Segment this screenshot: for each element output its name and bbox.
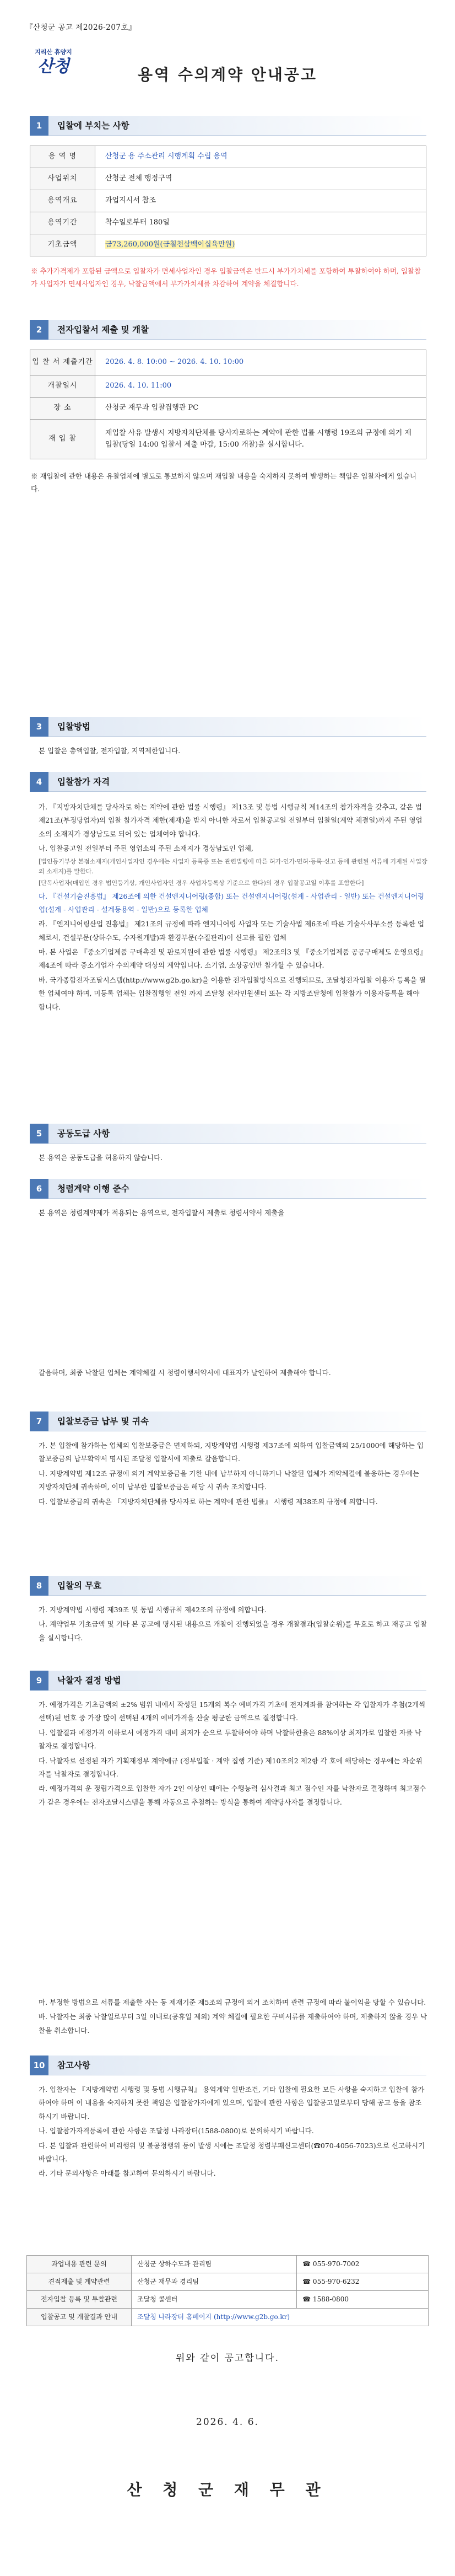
award-list-b: [39, 1996, 427, 2038]
rebid-note: ※ 재입찰에 관한 내용은 유찰업체에 별도로 통보하지 않으며 재입찰 내용을 숙지하지 못하여 발생하는 책임은 입찰자에게 있습니다.: [31, 472, 417, 493]
list-item: 나. 입찰참가자격등록에 관한 사항은 조달청 나라장터(1588-0800)로 문의하시기 바랍니다.: [39, 2127, 314, 2135]
invalid-bid-list: [39, 1603, 427, 1646]
integrity-text-a: 본 용역은 청렴계약제가 적용되는 용역으로, 전자입찰서 제출로 청렴서약서 제출을: [39, 1209, 285, 1217]
eligibility-list: [39, 801, 427, 1015]
joint-contract-text: 본 용역은 공동도급을 허용하지 않습니다.: [39, 1153, 163, 1162]
list-item: 바. 국가종합전자조달시스템(http://www.g2b.go.kr)을 이용한 전자입찰방식으로 진행되므로, 조달청전자입찰 이용자 등록을 필한 업체여야 하며, 미등록 업체는 입찰집행일 전일 까지 조달청 전자민원센터 또는 각 지방조달청에 입찰참가 이용자등록을 해야 합니다.: [39, 975, 426, 1011]
contact-table: [26, 2255, 429, 2326]
list-item: 다. 『건설기술진흥법』 제26조에 의한 건설엔지니어링(종합) 또는 건설엔지니어링(설계 - 사업관리 - 일반) 또는 건설엔지니어링업(설계 - 사업관리 - 설계등용역 - 일반)으로 등록한 업체: [39, 892, 425, 914]
section-1-header: [30, 116, 426, 136]
list-item: 가. 『지방자치단체를 당사자로 하는 계약에 관한 법률 시행령』 제13조 및 동법 시행규칙 제14조의 참가자격을 갖추고, 같은 법 제21조(부정당업자)의 입찰 참가자격 제한(제재)을 받지 아니한 자로서 입찰공고일 전일부터 입찰일(계약 체결일)까지 주된 영업소의 소재지가 경상남도로 되어 있는 업체여야 합니다.: [39, 803, 422, 838]
g2b-link[interactable]: 조달청 나라장터 홈페이지 (http://www.g2b.go.kr): [132, 2309, 429, 2326]
section-4-header: 4 입찰참가 자격: [30, 772, 426, 792]
list-item: 가. 지방계약법 시행령 제39조 및 동법 시행규칙 제42조의 규정에 의합니다.: [39, 1606, 267, 1614]
list-item: 다. 본 입찰과 관련하여 비리행위 및 불공정행위 등이 발생 시에는 조달청 청렴부패신고센터(☎070-4056-7023)으로 신고하시기 바랍니다.: [39, 2141, 425, 2163]
table-row: 사업위치 산청군 전체 행정구역: [30, 168, 426, 190]
list-item: 가. 본 입찰에 참가하는 업체의 입찰보증금은 면제하되, 지방계약법 시행령 제37조에 의하여 입찰금액의 25/1000에 해당하는 입찰보증금의 납부확약서 명시된 조달청 입찰서에 제출로 갈음합니다.: [39, 1441, 424, 1463]
list-item: [법인등기부상 본점소재지(개인사업자인 경우에는 사업자 등록증 또는 관련법령에 따른 허가·인가·면허·등록·신고 등에 관련된 서류에 기재된 사업장의 소재지)를 말한다.: [39, 857, 427, 876]
table-row: 전자입찰 등록 및 투찰관련 조달청 콜센터 ☎ 1588-0800: [27, 2291, 429, 2309]
list-item: 라. 『엔지니어링산업 진흥법』 제21조의 규정에 따라 엔지니어링 사업자 또는 기술사법 제6조에 따른 기술사사무소를 등록한 업체로서, 건설부문(상하수도, 수자원개발)과 환경부문(수질관리)이 신고를 필한 업체: [39, 920, 425, 942]
list-item: 다. 낙찰자로 선정된 자가 기획재정부 계약예규 (정부입찰 · 계약 집행 기준) 제10조의2 제2항 각 호에 해당하는 경우에는 차순위자를 낙찰자로 결정합니다.: [39, 1756, 422, 1778]
signer: 산 청 군 재 무 관: [127, 2481, 328, 2499]
table-row: 개찰일시 2026. 4. 10. 11:00: [30, 375, 426, 398]
closing-statement: 위와 같이 공고합니다.: [175, 2353, 279, 2364]
section-7-header: 7 입찰보증금 납부 및 귀속: [30, 1412, 426, 1431]
table-row: 입찰공고 및 개찰결과 안내 조달청 나라장터 홈페이지 (http://www.g2b.go.kr): [27, 2309, 429, 2326]
table-row: 장 소 산청군 재무과 입찰집행관 PC: [30, 398, 426, 420]
section-3-header: 3 입찰방법: [30, 717, 426, 737]
section-5-header: 5 공동도급 사항: [30, 1124, 426, 1144]
list-item: 나. 입찰결과 예정가격 이하로서 예정가격 대비 최저가 순으로 투찰하여야 하며 낙찰하한율은 88%이상 최저가로 입찰한 자를 낙찰자로 결정합니다.: [39, 1728, 422, 1751]
bid-method-text: 본 입찰은 총액입찰, 전자입찰, 지역제한입니다.: [39, 747, 181, 755]
list-item: 가. 입찰자는 『지방계약법 시행령 및 동법 시행규칙』 용역계약 일반조건, 기타 입찰에 필요한 모든 사항을 숙지하고 입찰에 참가하여야 하며 이 내용을 숙지하지 못한 책임은 입찰참가자에게 있으며, 입찰에 관한 사항은 입찰공고일로부터 당해 공고 등을 참조하시기 바랍니다.: [39, 2085, 425, 2121]
list-item: 마. 부정한 방법으로 서류를 제출한 자는 동 제재기준 제5조의 규정에 의거 조치하며 관련 규정에 따라 불이익을 당할 수 있습니다.: [39, 1998, 426, 2006]
reference-list: [39, 2083, 427, 2182]
table-row: 재 입 찰 재입찰 사유 발생시 지방자치단체를 당사자로하는 계약에 관한 법률 시행령 19조의 규정에 의거 재입찰(당일 14:00 입찰서 제출 마감, 15:00 개찰)을 실시합니다.: [30, 420, 426, 459]
bid-schedule-table: [30, 350, 426, 459]
bid-summary-table: [30, 146, 426, 256]
base-price: 금73,260,000원(금칠천삼백이십육만원): [105, 240, 235, 249]
list-item: 나. 계약업무 기초금액 및 기타 본 공고에 명시된 내용으로 개찰이 진행되었을 경우 개찰결과(입찰순위)를 무효로 하고 재공고 입찰을 실시합니다.: [39, 1620, 427, 1642]
notice-number: 『산청군 공고 제2026-207호』: [25, 23, 137, 32]
integrity-text-b: 갈음하며, 최종 낙찰된 업체는 계약체결 시 청렴이행서약서에 대표자가 날인하여 제출해야 합니다.: [39, 1368, 331, 1377]
list-item: 바. 낙찰자는 최종 낙찰일로부터 3일 이내로(공휴일 제외) 계약 체결에 필요한 구비서류를 제출하여야 하며, 제출하지 않을 경우 낙찰을 취소합니다.: [39, 2012, 427, 2035]
table-row: 과업내용 관련 문의 산청군 상하수도과 관리팀 ☎ 055-970-7002: [27, 2256, 429, 2273]
section-10-header: 10 참고사항: [30, 2056, 426, 2075]
vat-note: ※ 추가가격제가 포함된 금액으로 입찰자가 면세사업자인 경우 입찰금액은 반드시 부가가치세를 포함하여 투찰하여야 하며, 입찰참가 사업자가 면세사업자인 경우, 낙찰금액에서 부가가치세를 차감하여 계약을 체결합니다.: [31, 267, 421, 288]
table-row: 용 역 명 산청군 용 주소관리 시행계획 수립 용역: [30, 146, 426, 168]
page-title: 용역 수의계약 안내공고: [138, 66, 317, 84]
section-2-header: 2 전자입찰서 제출 및 개찰: [30, 320, 426, 340]
list-item: 가. 예정가격은 기초금액의 ±2% 범위 내에서 작성된 15개의 복수 예비가격 기초에 전자계좌를 참여하는 각 입찰자가 추첨(2개씩 선택)된 번호 중 가장 많이 선택된 4개의 예비가격을 산술 평균한 금액으로 결정합니다.: [39, 1700, 426, 1722]
table-row: 용역기간 착수일로부터 180일: [30, 212, 426, 234]
deposit-list: [39, 1439, 427, 1510]
section-number: 1: [30, 116, 48, 136]
notice-date: 2026. 4. 6.: [196, 2417, 259, 2428]
list-item: 마. 본 사업은 『중소기업제품 구매촉진 및 판로지원에 관한 법률 시행령』 제2조의3 및 『중소기업제품 공공구매제도 운영요령』 제4조에 따라 중소기업자 수의계약 대상의 계약입니다. 소기업, 소상공인만 참가할 수 있습니다.: [39, 948, 427, 970]
table-row: 입 찰 서 제출기간 2026. 4. 8. 10:00 ~ 2026. 4. 10. 10:00: [30, 350, 426, 375]
award-list-a: [39, 1698, 427, 1810]
list-item: 나. 지방계약법 제12조 규정에 의거 계약보증금을 기한 내에 납부하지 아니하거나 낙찰된 업체가 계약체결에 불응하는 경우에는 지방자치단체 귀속하며, 이미 납부한 입찰보증금은 해당 시 귀속 조치합니다.: [39, 1469, 420, 1491]
table-row: 용역개요 과업지시서 참조: [30, 190, 426, 212]
logo-wordmark: 산청: [37, 57, 69, 77]
list-item: 다. 입찰보증금의 귀속은 『지방자치단체를 당사자로 하는 계약에 관한 법률』 시행령 제38조의 규정에 의합니다.: [39, 1497, 378, 1506]
list-item: 라. 예정가격의 운 정립가격으로 입찰한 자가 2인 이상인 때에는 수행능력 심사결과 최고 점수인 자를 낙찰자로 결정하며 최고점수가 같은 경우에는 전자조달시스템을 통해 자동으로 추첨하는 방식을 통하여 계약당사자를 결정합니다.: [39, 1784, 426, 1806]
list-item: 나. 입찰공고일 전일부터 주된 영업소의 주된 소재지가 경상남도인 업체,: [39, 844, 253, 853]
section-9-header: 9 낙찰자 결정 방법: [30, 1671, 426, 1690]
section-8-header: 8 입찰의 무효: [30, 1576, 426, 1596]
section-title: 입찰에 부치는 사항: [57, 121, 129, 131]
list-item: 라. 기타 문의사항은 아래를 참고하여 문의하시기 바랍니다.: [39, 2169, 216, 2178]
table-row: 기초금액 금73,260,000원(금칠천삼백이십육만원): [30, 234, 426, 256]
logo-tagline: 지리산 휴양지: [35, 49, 72, 56]
table-row: 견적제출 및 계약관련 산청군 재무과 경리팀 ☎ 055-970-6232: [27, 2273, 429, 2291]
section-6-header: 6 청렴계약 이행 준수: [30, 1179, 426, 1199]
list-item: [단독사업자(매입인 경우 법인등기상, 개인사업자인 경우 사업자등록상 기준으로 한다)의 경우 입찰공고일 이후를 포함한다]: [39, 879, 364, 887]
